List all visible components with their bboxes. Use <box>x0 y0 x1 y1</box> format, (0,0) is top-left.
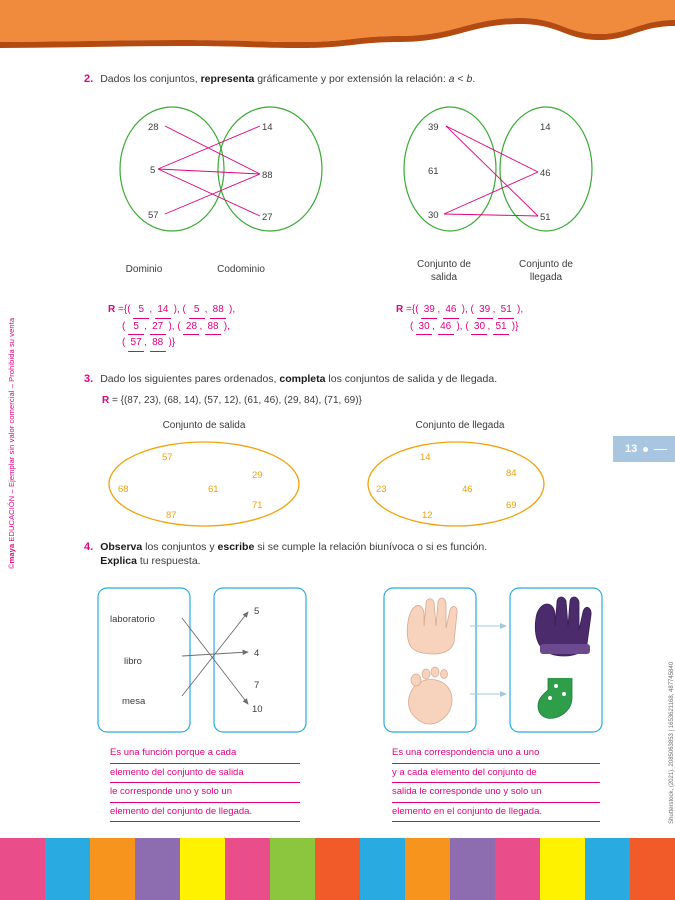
diagram-b-right-0: 14 <box>540 122 551 133</box>
glove-icon <box>535 597 591 656</box>
diagram-a-left-2: 57 <box>148 210 159 221</box>
diagram-dominio-codominio <box>110 104 350 234</box>
diagram-a-right-2: 27 <box>262 212 273 223</box>
credit-copyright: © <box>7 563 16 569</box>
bottom-bar-3 <box>135 838 180 900</box>
diagram-b-left-caption <box>398 258 490 284</box>
ex4-right-item-0: 5 <box>254 606 260 617</box>
diagram-b-right-1: 46 <box>540 168 551 179</box>
relation-a-b7: 88 <box>205 319 221 336</box>
diagram-b-right-caption-l2: llegada <box>529 272 563 283</box>
sets3-left-title: Conjunto de salida <box>162 420 246 431</box>
sets3-right-val-1: 84 <box>506 468 517 479</box>
relation-b-line-1: ( 30, 46 ), ( 30, 51 )} <box>396 319 523 336</box>
exercise-3-pairs <box>102 395 604 406</box>
bottom-bar-8 <box>360 838 405 900</box>
relation-b-extension <box>396 302 523 335</box>
sets3-left-val-3: 61 <box>208 484 219 495</box>
bottom-bar-11 <box>495 838 540 900</box>
sets3-left-val-0: 57 <box>162 452 173 463</box>
bottom-bar-5 <box>225 838 270 900</box>
hand-icon <box>407 598 457 654</box>
relation-b-line-0: R ={( 39, 46 ), ( 39, 51 ), <box>396 302 523 319</box>
bottom-bar-9 <box>405 838 450 900</box>
ex4-answer-left-line-2: le corresponde uno y solo un <box>110 783 300 803</box>
exercise-3-pairs-label: R <box>102 394 110 406</box>
ex4-left-item-1: libro <box>124 656 142 667</box>
diagram-b-left-2: 30 <box>428 210 439 221</box>
diagram-a-left-0: 28 <box>148 122 159 133</box>
relation-a-b9: 88 <box>150 335 166 352</box>
relation-b-b5: 46 <box>438 319 454 336</box>
diagram-a-right-0: 14 <box>262 122 273 133</box>
relation-b-b3: 51 <box>498 302 514 319</box>
page-number-tab <box>613 436 675 462</box>
exercise-3-block <box>84 372 604 406</box>
ex4-answer-left-line-1: elemento del conjunto de salida <box>110 764 300 784</box>
relation-a-b1: 14 <box>155 302 171 319</box>
diagram-b-right-caption-l1: Conjunto de <box>519 259 573 270</box>
ex4-answer-left <box>110 744 300 822</box>
relation-b-b6: 30 <box>471 319 487 336</box>
exercise-2-block <box>84 72 604 87</box>
bottom-bar-14 <box>630 838 675 900</box>
bottom-color-bars <box>0 838 675 900</box>
relation-a-line-0: R ={( 5, 14 ), ( 5, 88 ), <box>108 302 235 319</box>
exercise-2-heading <box>84 72 604 87</box>
sets3-right-val-0: 14 <box>420 452 431 463</box>
exercise-4-block <box>84 540 604 568</box>
relation-a-b5: 27 <box>150 319 166 336</box>
diagram-salida-llegada <box>398 104 608 234</box>
relation-a-b6: 28 <box>183 319 199 336</box>
sets3-right-ellipse <box>364 440 554 528</box>
exercise-3-number: 3. <box>84 373 94 385</box>
diagram-b-right-2: 51 <box>540 212 551 223</box>
sets3-left-val-4: 71 <box>252 500 263 511</box>
bottom-bar-6 <box>270 838 315 900</box>
bottom-bar-2 <box>90 838 135 900</box>
sets3-left-ellipse <box>104 440 304 528</box>
relation-a-b8: 57 <box>128 335 144 352</box>
ex4-right-item-2: 7 <box>254 680 260 691</box>
diagram-a-left-1: 5 <box>150 165 156 176</box>
relation-b-b0: 39 <box>421 302 437 319</box>
ex4-left-item-0: laboratorio <box>110 614 155 625</box>
relation-a-line-1: ( 5, 27 ), ( 28, 88 ), <box>108 319 235 336</box>
sock-icon <box>538 670 574 718</box>
ex4-right-diagram <box>382 586 612 734</box>
sets3-left-val-5: 87 <box>166 510 177 521</box>
exercise-3-heading <box>84 372 604 387</box>
relation-b-label: R <box>396 304 404 315</box>
relation-a-b2: 5 <box>189 302 205 319</box>
diagram-a-right-1: 88 <box>262 170 273 181</box>
bottom-bar-0 <box>0 838 45 900</box>
sets3-left-val-2: 68 <box>118 484 129 495</box>
relation-a-extension <box>108 302 235 352</box>
relation-a-b4: 5 <box>128 319 144 336</box>
diagram-b-left-caption-l2: salida <box>430 272 458 283</box>
bottom-bar-12 <box>540 838 585 900</box>
relation-b-b2: 39 <box>477 302 493 319</box>
sets3-right-val-2: 23 <box>376 484 387 495</box>
sets3-right-val-5: 12 <box>422 510 433 521</box>
sets3-right-val-4: 69 <box>506 500 517 511</box>
sets3-right-title: Conjunto de llegada <box>415 420 505 431</box>
tab-dot-icon <box>643 447 648 452</box>
ex4-left-item-2: mesa <box>122 696 146 707</box>
ex4-right-item-3: 10 <box>252 704 263 715</box>
sets3-left-val-1: 29 <box>252 470 263 481</box>
top-decorative-band <box>0 0 675 52</box>
exercise-2-number: 2. <box>84 73 94 85</box>
diagram-a-right-caption: Codominio <box>217 264 265 275</box>
relation-b-b1: 46 <box>443 302 459 319</box>
exercise-4-heading <box>84 540 604 568</box>
bottom-bar-1 <box>45 838 90 900</box>
photo-credit: Shutterstock, (2021). 2085063853 | 1653621168, 487745840 <box>669 661 675 824</box>
ex4-answer-right-line-1: y a cada elemento del conjunto de <box>392 764 600 784</box>
page-number: 13 <box>625 443 638 455</box>
relation-a-b3: 88 <box>210 302 226 319</box>
relation-a-line-2: ( 57, 88 )} <box>108 335 235 352</box>
diagram-b-right-caption <box>500 258 592 284</box>
bottom-bar-10 <box>450 838 495 900</box>
left-vertical-credit <box>7 318 16 569</box>
tab-rule <box>654 449 667 450</box>
exercise-2-text: Dados los conjuntos, representa gráficamente y por extensión la relación: a < b. <box>100 73 476 85</box>
exercise-3-text: Dado los siguientes pares ordenados, completa los conjuntos de salida y de llegada. <box>100 373 498 385</box>
bottom-bar-4 <box>180 838 225 900</box>
bottom-bar-13 <box>585 838 630 900</box>
ex4-answer-right-line-3: elemento en el conjunto de llegada. <box>392 803 600 823</box>
foot-icon <box>409 667 452 724</box>
exercise-3-pairs-value: = {(87, 23), (68, 14), (57, 12), (61, 46), (29, 84), (71, 69)} <box>112 394 362 406</box>
ex4-answer-left-line-3: elemento del conjunto de llegada. <box>110 803 300 823</box>
diagram-b-left-caption-l1: Conjunto de <box>417 259 471 270</box>
diagram-b-left-0: 39 <box>428 122 439 133</box>
sets3-right-val-3: 46 <box>462 484 473 495</box>
diagram-b-left-1: 61 <box>428 166 439 177</box>
exercise-4-number: 4. <box>84 541 94 553</box>
diagram-a-left-caption: Dominio <box>125 264 163 275</box>
relation-a-label: R <box>108 304 116 315</box>
credit-rest: EDUCACIÓN – Ejemplar sin valor comercial – Prohibida su venta <box>7 317 16 544</box>
ex4-answer-left-line-0: Es una función porque a cada <box>110 744 300 764</box>
relation-b-b7: 51 <box>493 319 509 336</box>
relation-b-b4: 30 <box>416 319 432 336</box>
ex4-answer-right <box>392 744 600 822</box>
ex4-answer-right-line-0: Es una correspondencia uno a uno <box>392 744 600 764</box>
ex4-answer-right-line-2: salida le corresponde uno y solo un <box>392 783 600 803</box>
credit-brand: maya <box>7 543 16 564</box>
ex4-left-diagram <box>96 586 326 734</box>
bottom-bar-7 <box>315 838 360 900</box>
ex4-right-item-1: 4 <box>254 648 260 659</box>
relation-a-b0: 5 <box>133 302 149 319</box>
exercise-4-text: Observa los conjuntos y escribe si se cumple la relación biunívoca o si es función. Explica tu respuesta. <box>100 541 488 568</box>
